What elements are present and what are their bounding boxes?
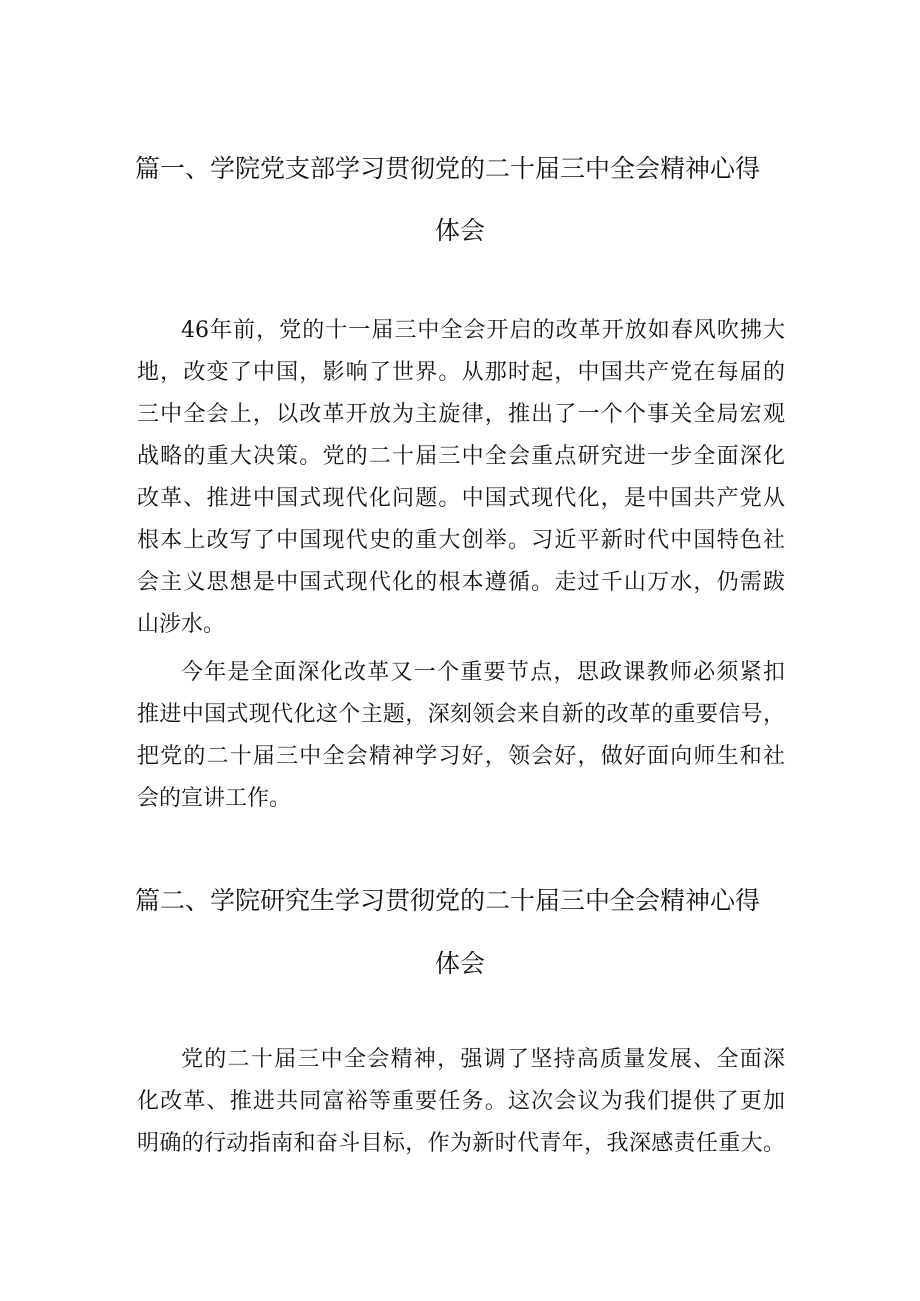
section-2-heading-line-2: 体会 <box>434 949 485 978</box>
section-1-para-1-line-5: 改革、推进中国式现代化问题。中国式现代化，是中国共产党从 <box>137 486 785 511</box>
section-1-heading-line-2: 体会 <box>434 216 485 245</box>
section-1-para-2-line-3: 把党的二十届三中全会精神学习好，领会好，做好面向师生和社 <box>137 744 785 769</box>
section-1-para-1-line-7: 会主义思想是中国式现代化的根本遵循。走过千山万水，仍需跋 <box>137 570 785 595</box>
section-1-para-1-line-3: 三中全会上，以改革开放为主旋律，推出了一个个事关全局宏观 <box>137 402 785 427</box>
section-2-para-1-line-2: 化改革、推进共同富裕等重要任务。这次会议为我们提供了更加 <box>137 1089 785 1114</box>
section-1-para-2-line-2: 推进中国式现代化这个主题，深刻领会来自新的改革的重要信号， <box>137 702 785 727</box>
section-2-para-1-line-3: 明确的行动指南和奋斗目标，作为新时代青年，我深感责任重大。 <box>137 1131 785 1156</box>
section-1-para-1-line-6: 根本上改写了中国现代史的重大创举。习近平新时代中国特色社 <box>137 528 785 553</box>
section-1-para-1-line-8: 山涉水。 <box>137 612 226 637</box>
section-2-heading-line-1: 篇二、学院研究生学习贯彻党的二十届三中全会精神心得 <box>135 886 761 915</box>
section-1-para-2-line-4: 会的宣讲工作。 <box>137 786 292 811</box>
section-1-para-1-line-1: 46年前，党的十一届三中全会开启的改革开放如春风吹拂大 <box>181 318 785 343</box>
section-1-para-1-line-4: 战略的重大决策。党的二十届三中全会重点研究进一步全面深化 <box>137 444 785 469</box>
section-2-para-1-line-1: 党的二十届三中全会精神，强调了坚持高质量发展、全面深 <box>181 1047 785 1072</box>
section-1-heading-line-1: 篇一、学院党支部学习贯彻党的二十届三中全会精神心得 <box>135 154 761 183</box>
section-1-para-1-line-2: 地，改变了中国，影响了世界。从那时起，中国共产党在每届的 <box>137 360 785 385</box>
section-1-para-2-line-1: 今年是全面深化改革又一个重要节点，思政课教师必须紧扣 <box>181 660 785 685</box>
